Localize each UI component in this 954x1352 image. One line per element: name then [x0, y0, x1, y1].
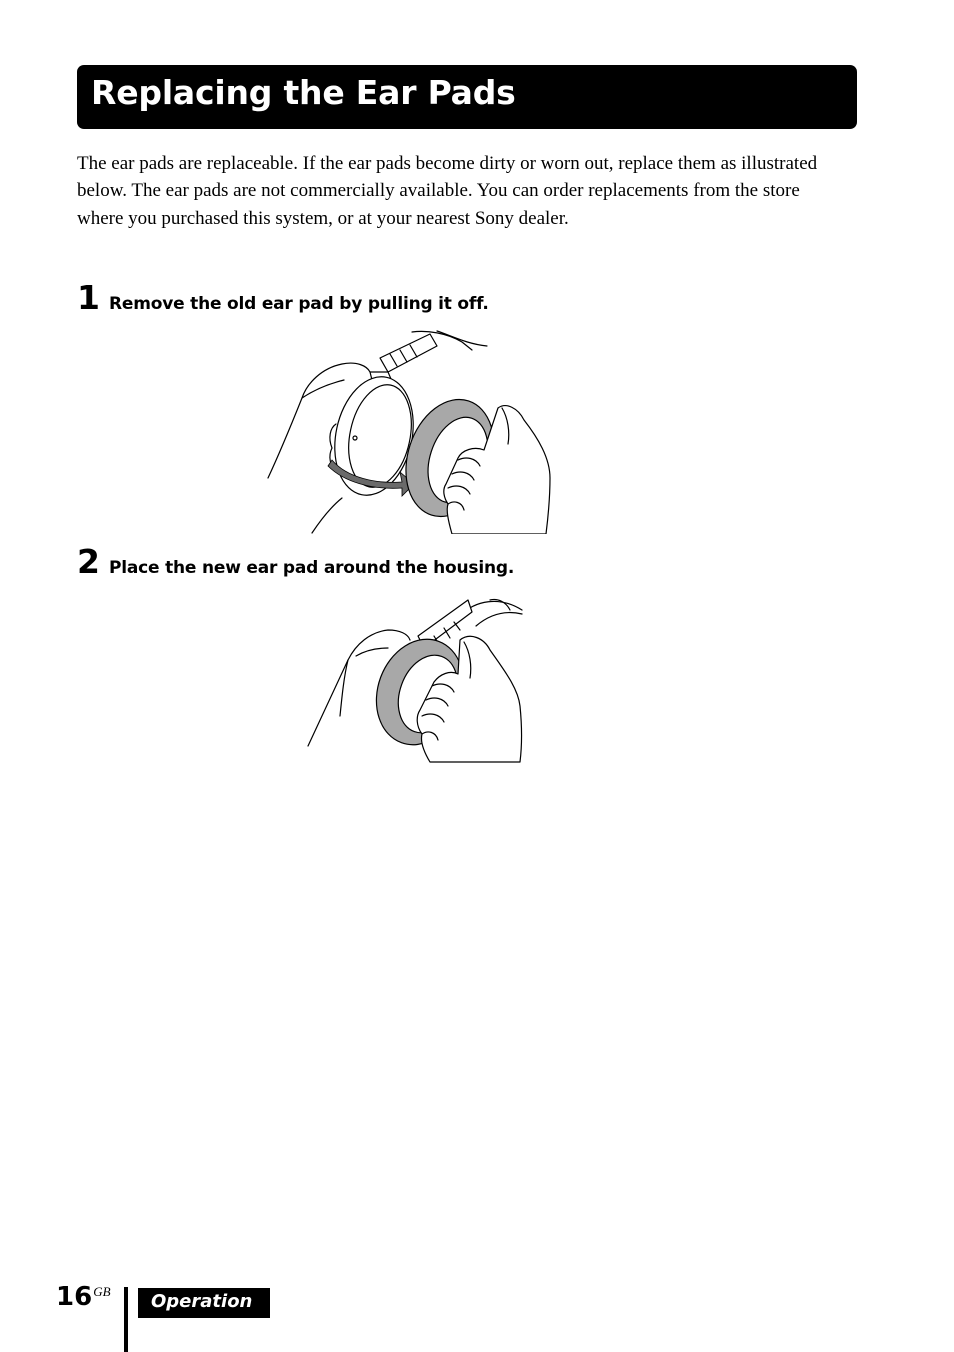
step-instruction: Remove the old ear pad by pulling it off.: [109, 294, 489, 314]
section-title-bar: [77, 65, 857, 129]
step-instruction: Place the new ear pad around the housing.: [109, 558, 515, 578]
remove-ear-pad-illustration: [262, 328, 562, 534]
step-number: 2: [77, 542, 100, 581]
place-ear-pad-illustration: [300, 596, 530, 766]
section-badge: [138, 1288, 270, 1318]
page-number: 16$^{GB}$: [56, 1282, 111, 1312]
page-title: Replacing the Ear Pads: [91, 73, 516, 112]
page-locale-suffix: GB: [93, 1284, 111, 1299]
step-2: [77, 542, 514, 581]
intro-paragraph: The ear pads are replaceable. If the ear pads become dirty or worn out, replace them as illustrated below. The ear pads are not commercially available. You can order replacements from the store where you purchased this system, or at your nearest Sony dealer.: [77, 153, 818, 229]
step-1: [77, 278, 489, 317]
section-label: Operation: [151, 1291, 253, 1312]
step-number: 1: [77, 278, 100, 317]
footer-divider: [124, 1287, 128, 1352]
